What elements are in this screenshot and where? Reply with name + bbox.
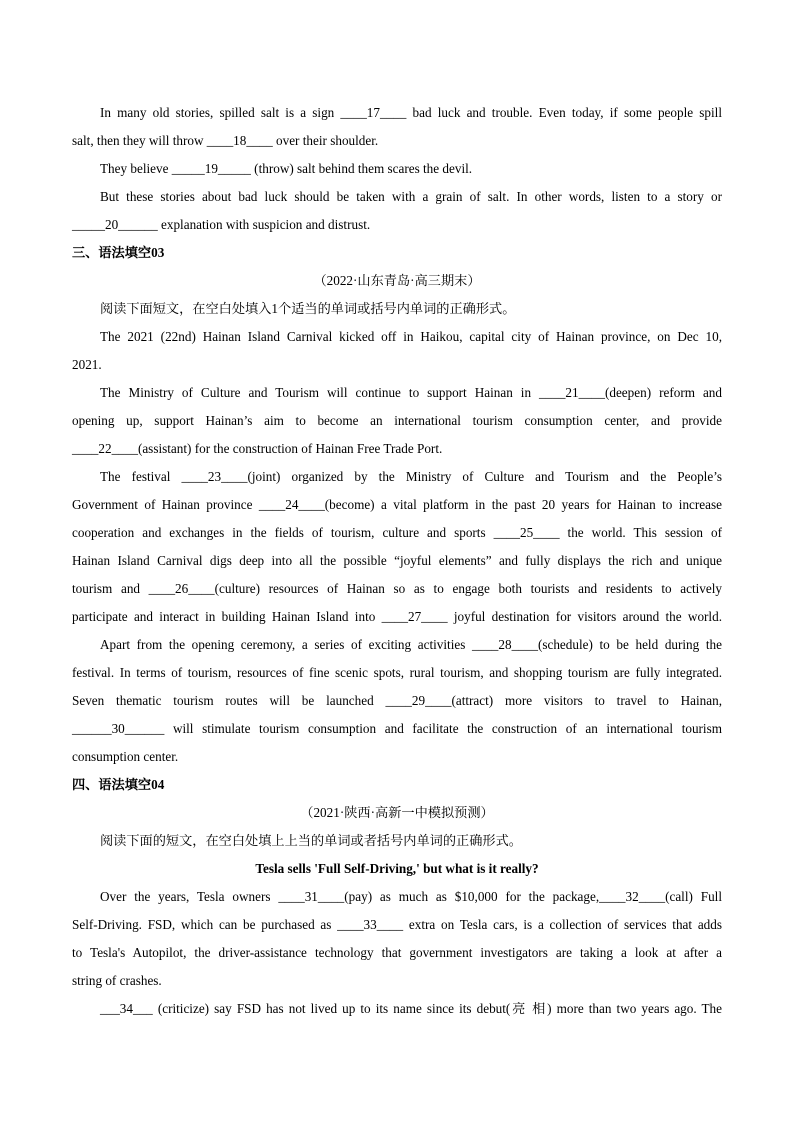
paragraph-line: Government of Hainan province ____24____(become) a vital platform in the past 20 years for Hainan to increase (72, 497, 722, 512)
paragraph-line: But these stories about bad luck should be taken with a grain of salt. In other words, listen to a story or (100, 189, 722, 204)
paragraph-line: ____22____(assistant) for the construction of Hainan Free Trade Port. (72, 441, 443, 456)
instruction-text: 阅读下面短文，在空白处填入1个适当的单词或括号内单词的正确形式。 (100, 301, 516, 316)
paragraph-line: 2021. (72, 357, 102, 372)
paragraph-line: Apart from the opening ceremony, a series of exciting activities ____28____(schedule) to be held during the (100, 637, 722, 652)
paragraph-line: In many old stories, spilled salt is a sign ____17____ bad luck and trouble. Even today, if some people spill (100, 105, 722, 120)
section-heading: 三、语法填空03 (72, 245, 165, 260)
paragraph-line: The festival ____23____(joint) organized by the Ministry of Culture and Tourism and the People’s (100, 469, 722, 484)
paragraph-line: participate and interact in building Hainan Island into ____27____ joyful destination for visitors around the world. (72, 609, 722, 624)
paragraph-line: string of crashes. (72, 973, 162, 988)
paragraph-line: tourism and ____26____(culture) resources of Hainan so as to engage both tourists and residents to actively (72, 581, 722, 596)
instruction-text: 阅读下面的短文，在空白处填上上当的单词或者括号内单词的正确形式。 (100, 833, 522, 848)
paragraph-line: ______30______ will stimulate tourism consumption and facilitate the construction of an international tourism (72, 721, 722, 736)
paragraph-line: to Tesla's Autopilot, the driver-assistance technology that government investigators are taking a look at after a (72, 945, 722, 960)
paragraph-line: festival. In terms of tourism, resources of fine scenic spots, rural tourism, and shopping tourism are fully integrated. (72, 665, 722, 680)
paragraph-line: Self-Driving. FSD, which can be purchased as ____33____ extra on Tesla cars, is a collection of services that adds (72, 917, 722, 932)
paragraph-line: They believe _____19_____ (throw) salt behind them scares the devil. (100, 161, 473, 176)
paragraph-line: opening up, support Hainan’s aim to become an international tourism consumption center, and provide (72, 413, 722, 428)
paragraph-line: Seven thematic tourism routes will be launched ____29____(attract) more visitors to travel to Hainan, (72, 693, 722, 708)
paragraph-line: _____20______ explanation with suspicion and distrust. (72, 217, 371, 232)
paragraph-line: consumption center. (72, 749, 179, 764)
paragraph-line: ___34___ (criticize) say FSD has not lived up to its name since its debut(亮 相) more than two years ago. The (100, 1001, 722, 1016)
paragraph-line: Over the years, Tesla owners ____31____(pay) as much as $10,000 for the package,____32____(call) Full (100, 889, 722, 904)
section-source: （2022·山东青岛·高三期末） (313, 273, 481, 288)
paragraph-line: salt, then they will throw ____18____ over their shoulder. (72, 133, 379, 148)
paragraph-line: The Ministry of Culture and Tourism will continue to support Hainan in ____21____(deepen) reform and (100, 385, 722, 400)
section-source: （2021·陕西·高新一中模拟预测） (300, 805, 494, 820)
paragraph-line: cooperation and exchanges in the fields of tourism, culture and sports ____25____ the world. This session of (72, 525, 722, 540)
paragraph-line: Hainan Island Carnival digs deep into all the possible “joyful elements” and fully displays the rich and unique (72, 553, 722, 568)
article-title: Tesla sells 'Full Self-Driving,' but what is it really? (255, 861, 539, 876)
section-heading: 四、语法填空04 (72, 777, 165, 792)
paragraph-line: The 2021 (22nd) Hainan Island Carnival kicked off in Haikou, capital city of Hainan province, on Dec 10, (100, 329, 722, 344)
